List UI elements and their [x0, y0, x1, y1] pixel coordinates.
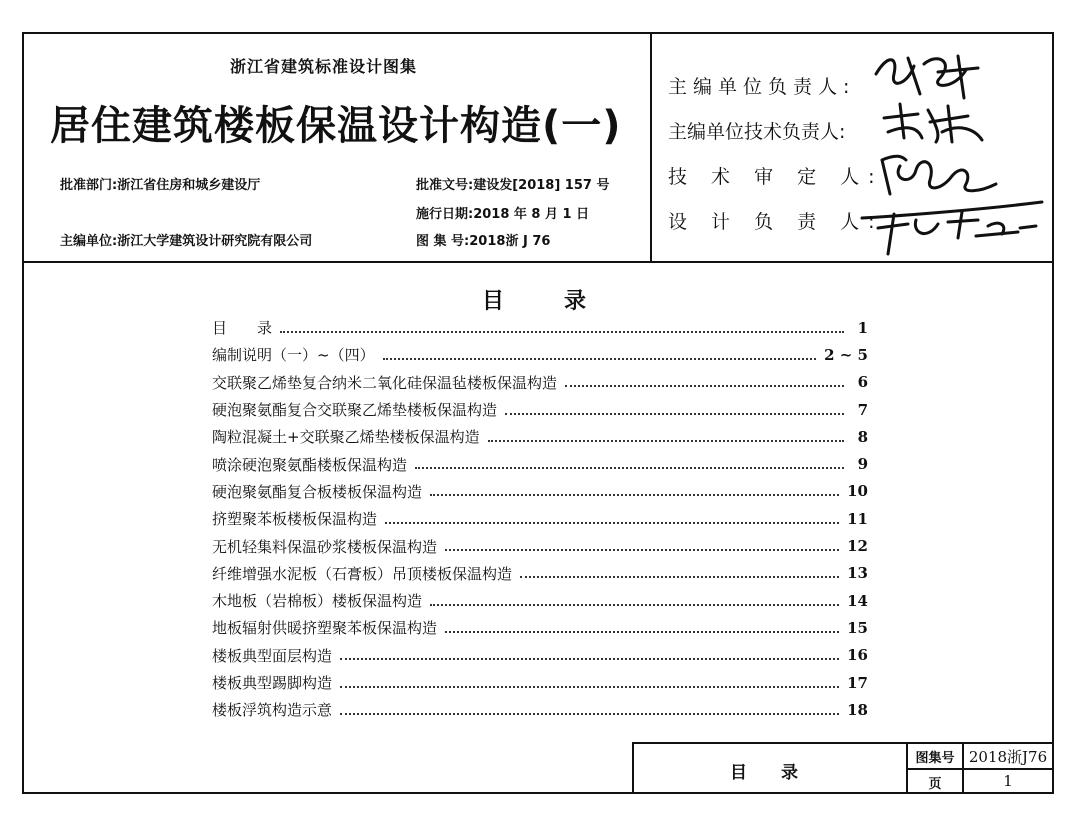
toc-entry-label: 喷涂硬泡聚氨酯楼板保温构造 [212, 455, 408, 474]
atlas-number-value: 2018浙 J 76 [469, 234, 551, 249]
title-block-page-label: 页 [928, 777, 942, 792]
toc-leader [488, 440, 844, 442]
approval-dept [60, 174, 260, 193]
sign-label-chief-unit-tech-head: 主编单位技术负责人: [668, 121, 846, 143]
toc-leader [565, 385, 844, 387]
toc-leader [383, 358, 817, 360]
toc-entry-label: 木地板（岩棉板）楼板保温构造 [212, 592, 423, 611]
title-block-atlas-number: 2018浙J76 [968, 748, 1048, 766]
toc-entry-page: 9 [857, 455, 868, 474]
toc-entry-label: 编制说明（一）~（四） [212, 346, 375, 365]
toc-entry-page: 8 [857, 427, 868, 446]
atlas-number-label: 图 集 号: [416, 234, 470, 249]
toc-entry-label: 交联聚乙烯垫复合纳米二氧化硅保温毡楼板保温构造 [212, 373, 558, 392]
toc-entry[interactable] [212, 314, 868, 341]
toc-entry-label: 纤维增强水泥板（石膏板）吊顶楼板保温构造 [212, 564, 513, 583]
toc-leader [340, 686, 839, 688]
toc-entry-label: 楼板典型面层构造 [212, 646, 333, 665]
toc-entry-label: 无机轻集料保温砂浆楼板保温构造 [212, 537, 438, 556]
toc-entry-label: 挤塑聚苯板楼板保温构造 [212, 510, 378, 529]
chief-unit-label: 主编单位: [60, 234, 118, 249]
toc-entry-page: 17 [847, 673, 868, 692]
toc-entry[interactable] [212, 423, 868, 450]
toc-entry-page: 18 [847, 700, 868, 719]
toc-entry[interactable] [212, 587, 868, 614]
page-title: 居住建筑楼板保温设计构造(一) [50, 103, 622, 149]
toc-entry-page: 15 [847, 618, 868, 637]
title-block-divider [906, 768, 1054, 770]
signature-2 [878, 98, 988, 146]
atlas-number [416, 230, 550, 249]
title-block-atlas-label: 图集号 [915, 751, 955, 766]
toc-entry-page: 7 [857, 400, 868, 419]
sign-label-chief-unit-head: 主编单位负责人: [668, 76, 856, 98]
toc-entry-page: 13 [847, 564, 868, 583]
toc-entry-page: 1 [857, 318, 868, 337]
toc-leader [430, 494, 839, 496]
title-block-page-number: 1 [1003, 772, 1013, 790]
approval-doc [416, 174, 609, 193]
atlas-name: 浙江省建筑标准设计图集 [230, 57, 418, 76]
approval-dept-label: 批准部门: [60, 178, 118, 193]
header-vertical-divider [650, 32, 652, 262]
approval-doc-value: 建设发[2018] 157 号 [473, 178, 610, 193]
toc-entry[interactable] [212, 696, 868, 723]
chief-unit-value: 浙江大学建筑设计研究院有限公司 [117, 234, 313, 249]
toc-entry[interactable] [212, 450, 868, 477]
toc-entry-page: 12 [847, 537, 868, 556]
toc-entry[interactable] [212, 341, 868, 368]
title-block-name: 目 录 [730, 763, 798, 783]
toc-entry-page: 2 ~ 5 [824, 345, 868, 364]
toc-entry-page: 10 [847, 482, 868, 501]
toc-list [212, 314, 868, 723]
toc-entry-page: 16 [847, 646, 868, 665]
toc-leader [520, 576, 839, 578]
effective-date-label: 施行日期: [416, 207, 474, 222]
toc-entry-label: 硬泡聚氨酯复合交联聚乙烯垫楼板保温构造 [212, 401, 498, 420]
effective-date-value: 2018 年 8 月 1 日 [473, 207, 590, 222]
signature-1 [868, 44, 988, 104]
toc-entry[interactable] [212, 505, 868, 532]
toc-entry[interactable] [212, 532, 868, 559]
toc-entry[interactable] [212, 642, 868, 669]
toc-entry[interactable] [212, 560, 868, 587]
toc-leader [445, 549, 839, 551]
signature-4 [858, 192, 1048, 262]
toc-entry[interactable] [212, 478, 868, 505]
toc-leader [445, 631, 839, 633]
toc-title [482, 284, 586, 315]
toc-entry-label: 地板辐射供暖挤塑聚苯板保温构造 [212, 619, 438, 638]
toc-leader [385, 522, 839, 524]
toc-leader [280, 331, 844, 333]
toc-entry-page: 6 [857, 373, 868, 392]
toc-leader [415, 467, 844, 469]
toc-entry[interactable] [212, 396, 868, 423]
toc-entry-label: 硬泡聚氨酯复合板楼板保温构造 [212, 482, 423, 501]
toc-entry-page: 11 [847, 509, 868, 528]
toc-entry[interactable] [212, 669, 868, 696]
chief-unit [60, 230, 312, 249]
toc-leader [340, 658, 839, 660]
toc-leader [340, 713, 839, 715]
toc-entry-label: 目 录 [212, 319, 273, 338]
toc-leader [430, 604, 839, 606]
effective-date [416, 203, 589, 222]
toc-entry-label: 楼板典型踢脚构造 [212, 674, 333, 692]
toc-title-left: 目 [482, 289, 505, 314]
toc-entry[interactable] [212, 614, 868, 641]
toc-entry-label: 陶粒混凝土+交联聚乙烯垫楼板保温构造 [212, 428, 480, 447]
approval-dept-value: 浙江省住房和城乡建设厅 [117, 178, 261, 193]
sign-label-design-lead: 设 计 负 责 人: [668, 211, 884, 233]
toc-entry-page: 14 [847, 591, 868, 610]
toc-entry[interactable] [212, 369, 868, 396]
sign-label-technical-reviewer: 技 术 审 定 人: [668, 166, 884, 188]
toc-leader [505, 413, 844, 415]
toc-entry-label: 楼板浮筑构造示意 [212, 701, 333, 720]
toc-title-right: 录 [564, 289, 587, 314]
approval-doc-label: 批准文号: [416, 178, 474, 193]
